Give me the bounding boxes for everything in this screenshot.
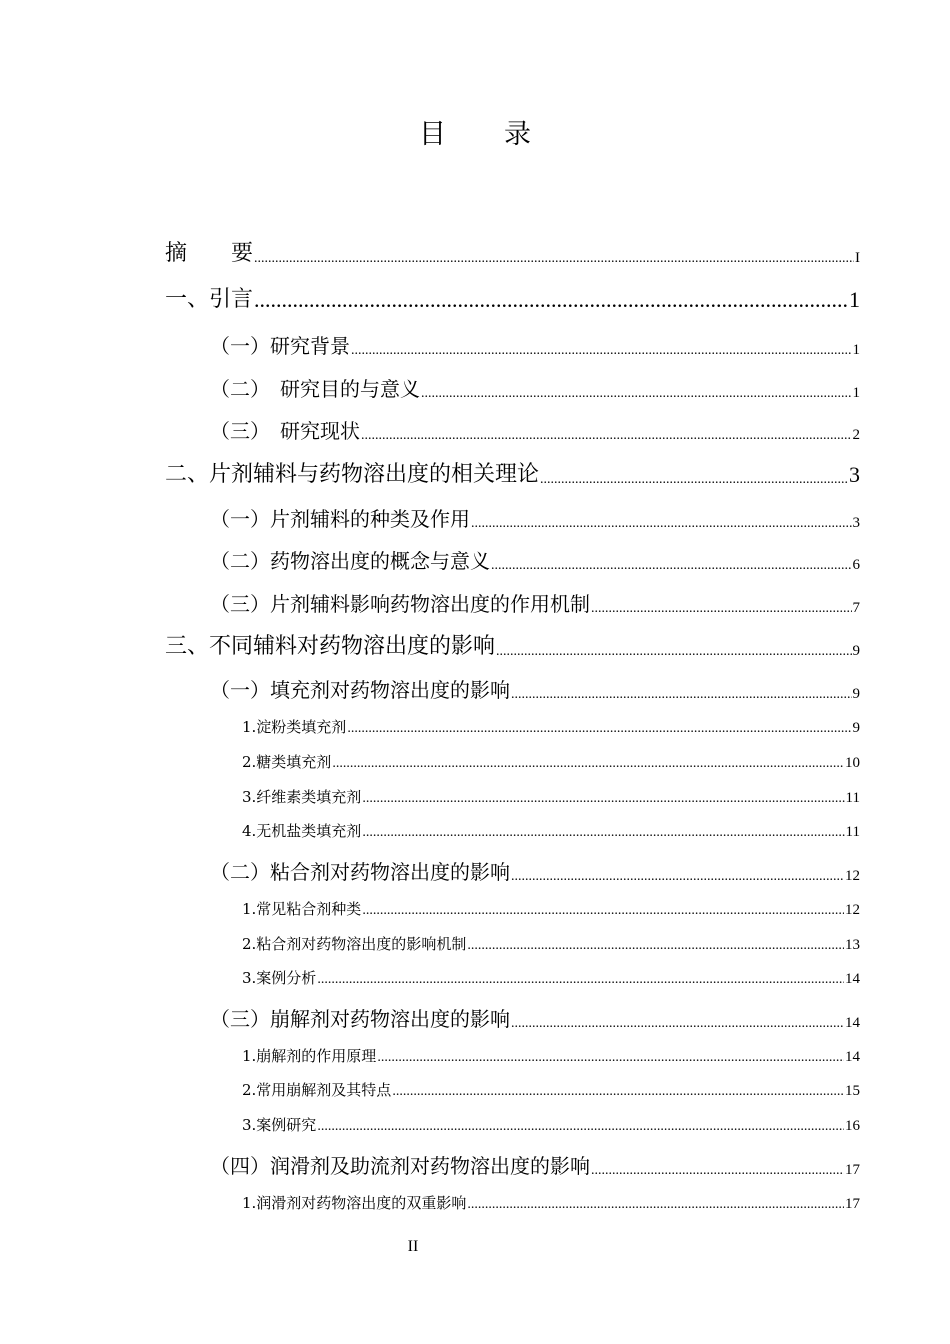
toc-entry-page: 7 bbox=[852, 600, 860, 616]
toc-entry[interactable] bbox=[210, 1003, 860, 1032]
toc-entry[interactable] bbox=[210, 1150, 860, 1179]
toc-entry[interactable] bbox=[165, 629, 860, 660]
toc-entry[interactable] bbox=[165, 457, 860, 488]
toc-entry-label: 3.案例分析 bbox=[242, 969, 317, 987]
leader-dots bbox=[362, 791, 844, 807]
leader-dots bbox=[511, 869, 844, 885]
leader-dots bbox=[332, 756, 844, 772]
toc-entry-page: 12 bbox=[845, 868, 860, 884]
leader-dots bbox=[361, 428, 852, 444]
toc-entry-label: 1.润滑剂对药物溶出度的双重影响 bbox=[242, 1194, 467, 1212]
toc-entry-label: 1.淀粉类填充剂 bbox=[242, 718, 347, 736]
toc-entry[interactable] bbox=[165, 282, 860, 313]
toc-entry-label: （三）片剂辅料影响药物溶出度的作用机制 bbox=[210, 592, 590, 616]
toc-entry-page: 11 bbox=[845, 824, 860, 840]
leader-dots bbox=[467, 1197, 844, 1213]
toc-entry[interactable] bbox=[210, 415, 860, 444]
page-title bbox=[0, 112, 950, 151]
toc-entry-page: 17 bbox=[845, 1162, 860, 1178]
toc-entry-label: 2.常用崩解剂及其特点 bbox=[242, 1081, 392, 1099]
toc-entry[interactable] bbox=[242, 1045, 860, 1066]
toc-entry-page: 14 bbox=[845, 1015, 860, 1031]
leader-dots bbox=[362, 903, 844, 919]
toc-entry[interactable] bbox=[242, 1114, 860, 1135]
toc-entry-page: 14 bbox=[845, 971, 860, 987]
leader-dots bbox=[467, 938, 844, 954]
toc-entry-label: 一、引言 bbox=[165, 287, 254, 312]
leader-dots bbox=[347, 721, 851, 737]
toc-entry-label: （二） 研究目的与意义 bbox=[210, 377, 420, 401]
toc-entry-label: 3.纤维素类填充剂 bbox=[242, 788, 362, 806]
leader-dots bbox=[591, 1163, 844, 1179]
toc-entry-page: 1 bbox=[852, 385, 860, 401]
toc-entry[interactable] bbox=[242, 751, 860, 772]
toc-entry-label: （二）粘合剂对药物溶出度的影响 bbox=[210, 860, 510, 884]
leader-dots bbox=[496, 644, 851, 660]
leader-dots bbox=[351, 343, 852, 359]
toc-entry-page: 9 bbox=[852, 643, 860, 659]
toc-entry-page: 13 bbox=[845, 937, 860, 953]
toc-entry-page: I bbox=[855, 250, 860, 266]
toc-entry-page: 10 bbox=[845, 755, 860, 771]
toc-entry[interactable] bbox=[165, 236, 860, 267]
toc-entry-page: 9 bbox=[852, 686, 860, 702]
toc-entry[interactable] bbox=[242, 820, 860, 841]
toc-entry-page: 2 bbox=[852, 427, 860, 443]
toc-entry[interactable] bbox=[210, 503, 860, 532]
leader-dots bbox=[491, 558, 852, 574]
toc-entry-label: 二、片剂辅料与药物溶出度的相关理论 bbox=[165, 462, 540, 487]
toc-entry[interactable] bbox=[242, 898, 860, 919]
toc-entry-page: 1 bbox=[849, 287, 860, 312]
toc-entry[interactable] bbox=[242, 967, 860, 988]
leader-dots bbox=[511, 687, 852, 703]
toc-entry-label: 3.案例研究 bbox=[242, 1116, 317, 1134]
toc-entry[interactable] bbox=[210, 588, 860, 617]
toc-entry-label: 2.糖类填充剂 bbox=[242, 753, 332, 771]
leader-dots bbox=[377, 1050, 844, 1066]
leader-dots bbox=[317, 1119, 844, 1135]
toc-entry-page: 15 bbox=[845, 1083, 860, 1099]
toc-entry[interactable] bbox=[210, 373, 860, 402]
toc-entry[interactable] bbox=[210, 674, 860, 703]
toc-entry-label: （一）填充剂对药物溶出度的影响 bbox=[210, 678, 510, 702]
toc-entry[interactable] bbox=[210, 545, 860, 574]
toc-entry-page: 12 bbox=[845, 902, 860, 918]
toc-entry-label: 1.崩解剂的作用原理 bbox=[242, 1047, 377, 1065]
leader-dots bbox=[254, 251, 854, 267]
toc-entry-page: 6 bbox=[852, 557, 860, 573]
toc-entry-label: 摘 要 bbox=[165, 241, 254, 266]
toc-entry[interactable] bbox=[210, 330, 860, 359]
leader-dots bbox=[421, 386, 852, 402]
title-char-left: 目 bbox=[419, 119, 446, 150]
toc-entry[interactable] bbox=[242, 1192, 860, 1213]
toc-entry[interactable] bbox=[242, 1079, 860, 1100]
leader-dots bbox=[511, 1016, 844, 1032]
toc-entry-label: 4.无机盐类填充剂 bbox=[242, 822, 362, 840]
toc-entry-page: 16 bbox=[845, 1118, 860, 1134]
toc-entry-page: 11 bbox=[845, 790, 860, 806]
leader-dots bbox=[471, 516, 852, 532]
title-char-right: 录 bbox=[504, 119, 531, 150]
toc-entry[interactable] bbox=[242, 716, 860, 737]
toc-entry-label: （三） 研究现状 bbox=[210, 419, 360, 443]
toc-entry-page: 14 bbox=[845, 1049, 860, 1065]
toc-entry-label: （二）药物溶出度的概念与意义 bbox=[210, 549, 490, 573]
toc-entry[interactable] bbox=[210, 856, 860, 885]
leader-dots bbox=[540, 472, 848, 488]
toc-entry-label: 2.粘合剂对药物溶出度的影响机制 bbox=[242, 935, 467, 953]
leader-dots bbox=[362, 825, 844, 841]
toc-entry-label: （四）润滑剂及助流剂对药物溶出度的影响 bbox=[210, 1154, 590, 1178]
toc-entry-page: 9 bbox=[852, 720, 860, 736]
toc-entry-label: （一）研究背景 bbox=[210, 334, 350, 358]
leader-dots bbox=[317, 972, 844, 988]
toc-entry-page: 3 bbox=[849, 462, 860, 487]
toc-entry-label: （一）片剂辅料的种类及作用 bbox=[210, 507, 470, 531]
page-number: II bbox=[407, 1238, 419, 1255]
leader-dots bbox=[591, 601, 852, 617]
toc-entry[interactable] bbox=[242, 933, 860, 954]
toc-entry-label: 1.常见粘合剂种类 bbox=[242, 900, 362, 918]
leader-dots bbox=[392, 1084, 844, 1100]
toc-entry-page: 17 bbox=[845, 1196, 860, 1212]
toc-entry-label: （三）崩解剂对药物溶出度的影响 bbox=[210, 1007, 510, 1031]
leader-dots bbox=[254, 287, 848, 313]
toc-entry[interactable] bbox=[242, 786, 860, 807]
toc-entry-label: 三、不同辅料对药物溶出度的影响 bbox=[165, 634, 496, 659]
toc-entry-page: 1 bbox=[852, 342, 860, 358]
toc-entry-page: 3 bbox=[852, 515, 860, 531]
